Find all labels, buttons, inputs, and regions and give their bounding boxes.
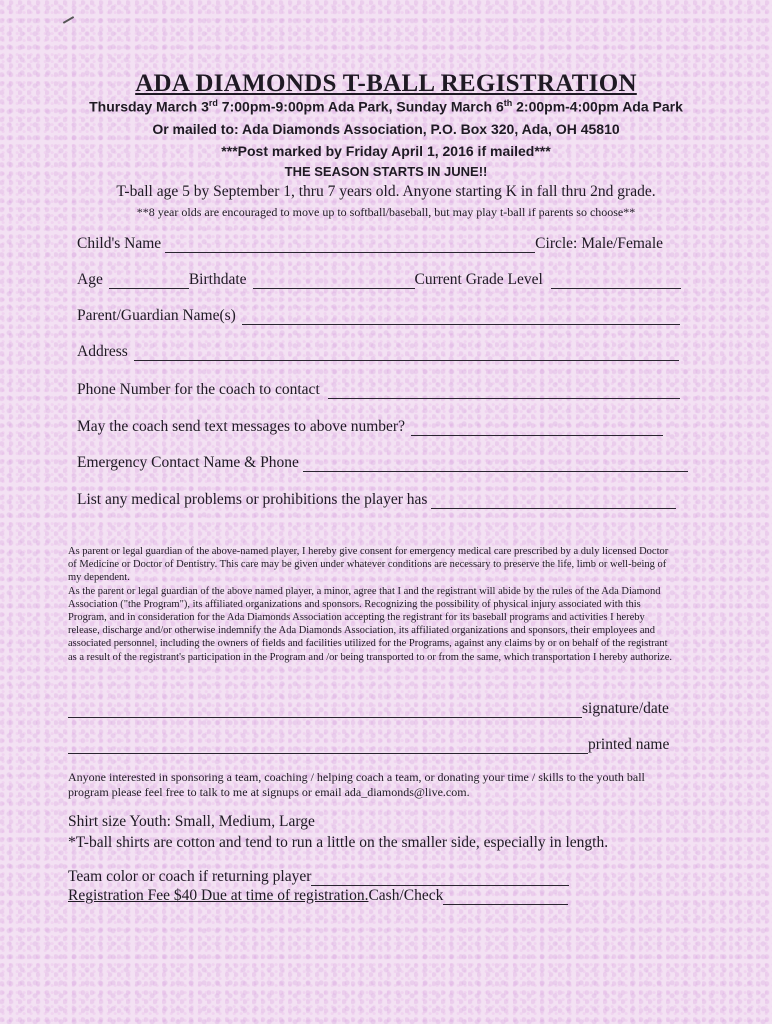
gender-label[interactable]: Circle: Male/Female	[535, 235, 664, 252]
parent-label: Parent/Guardian Name(s)	[77, 307, 236, 324]
age-field[interactable]	[109, 272, 189, 289]
signature-label: signature/date	[582, 700, 669, 717]
printed-name-field[interactable]	[68, 737, 588, 754]
grade-label: Current Grade Level	[414, 271, 543, 288]
age-label: Age	[77, 271, 103, 288]
payment-method-field[interactable]	[443, 888, 568, 905]
emergency-label: Emergency Contact Name & Phone	[77, 454, 299, 471]
registration-fee-label: Registration Fee $40 Due at time of registration.	[68, 887, 369, 904]
pen-mark	[63, 16, 81, 36]
team-color-field[interactable]	[311, 869, 569, 886]
page-title: ADA DIAMONDS T-BALL REGISTRATION	[135, 70, 637, 97]
shirt-size-line: Shirt size Youth: Small, Medium, Large	[68, 813, 315, 830]
birthdate-label: Birthdate	[188, 271, 247, 288]
parent-row	[77, 307, 680, 325]
postmark-deadline-line: ***Post marked by Friday April 1, 2016 if mailed***	[221, 143, 551, 159]
medical-field[interactable]	[431, 492, 676, 509]
signature-row	[68, 700, 669, 718]
phone-label: Phone Number for the coach to contact	[77, 381, 320, 398]
text-permission-field[interactable]	[411, 419, 663, 436]
fee-row	[68, 887, 568, 905]
childs-name-label: Child's Name	[77, 235, 162, 252]
consent-release-text	[68, 545, 678, 664]
text-permission-label: May the coach send text messages to above number?	[77, 418, 405, 435]
liability-release-paragraph: As the parent or legal guardian of the above named player, a minor, agree that I and the registrant will abide by the rules of the Ada Diamond Association ("the Program"), its affiliated organizations and sponsors. Recognizing the possibility of physical injury associated with this Program, and in consideration for the Ada Diamonds Association accepting the registrant for its baseball programs and activities I hereby release, discharge and/or otherwise indemnify the Ada Diamonds Association, its affiliated organizations and sponsors, their employees and associated personnel, including the owners of fields and facilities utilized for the Programs, against any claims by or on behalf of the registrant as a result of the registrant's participation in the Program and /or being transported to or from the same, which transportation I hereby authorize.	[68, 585, 673, 663]
mail-address-line: Or mailed to: Ada Diamonds Association, P.O. Box 320, Ada, OH 45810	[152, 121, 620, 137]
medical-row	[77, 491, 676, 509]
grade-field[interactable]	[551, 272, 681, 289]
text-permission-row	[77, 418, 663, 436]
payment-method-label: Cash/Check	[368, 887, 444, 904]
childs-name-row	[77, 235, 663, 253]
printed-name-row	[68, 736, 669, 754]
address-label: Address	[77, 343, 128, 360]
medical-label: List any medical problems or prohibitions the player has	[77, 491, 428, 508]
age-eligibility-text: T-ball age 5 by September 1, thru 7 years old. Anyone starting K in fall thru 2nd grade.	[116, 183, 656, 200]
childs-name-field[interactable]	[165, 236, 535, 253]
address-row	[77, 343, 679, 361]
age-row	[77, 271, 681, 289]
schedule-line: Thursday March 3rd 7:00pm-9:00pm Ada Park, Sunday March 6th 2:00pm-4:00pm Ada Park	[89, 98, 683, 115]
emergency-row	[77, 454, 688, 472]
season-start-line: THE SEASON STARTS IN JUNE!!	[284, 164, 488, 179]
phone-field[interactable]	[328, 382, 680, 399]
phone-row	[77, 381, 680, 399]
shirt-note-line: *T-ball shirts are cotton and tend to run a little on the smaller side, especially in length.	[68, 834, 609, 851]
medical-consent-paragraph: As parent or legal guardian of the above-named player, I hereby give consent for emergency medical care prescribed by a duly licensed Doctor of Medicine or Doctor of Dentistry. This care may be given under whatever conditions are necessary to preserve the life, limb or well-being of my dependent.	[68, 546, 669, 584]
printed-name-label: printed name	[588, 736, 670, 753]
team-color-row	[68, 868, 569, 886]
parent-field[interactable]	[242, 308, 680, 325]
sponsor-note: Anyone interested in sponsoring a team, coaching / helping coach a team, or donating your time / skills to the youth ball program please feel free to talk to me at signups or email ada_diamonds@live.com.	[68, 770, 645, 799]
address-field[interactable]	[134, 344, 679, 361]
eight-year-old-note: **8 year olds are encouraged to move up to softball/baseball, but may play t-ball if parents so choose**	[136, 205, 636, 219]
emergency-field[interactable]	[303, 455, 688, 472]
birthdate-field[interactable]	[253, 272, 415, 289]
signature-field[interactable]	[68, 701, 582, 718]
team-color-label: Team color or coach if returning player	[68, 868, 312, 885]
